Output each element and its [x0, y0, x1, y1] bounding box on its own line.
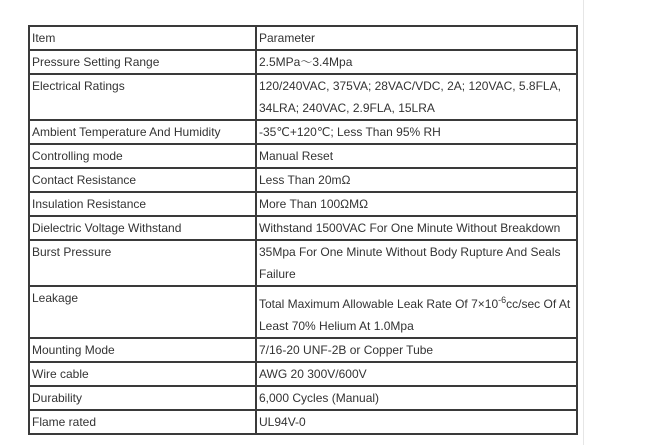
row-value: Withstand 1500VAC For One Minute Without Breakdown	[256, 216, 577, 240]
table-row	[29, 74, 577, 120]
table-row	[29, 362, 577, 386]
row-label: Durability	[29, 386, 256, 410]
row-label: Insulation Resistance	[29, 192, 256, 216]
row-value	[256, 286, 577, 338]
table-row	[29, 338, 577, 362]
row-label: Contact Resistance	[29, 168, 256, 192]
row-value: 120/240VAC, 375VA; 28VAC/VDC, 2A; 120VAC, 5.8FLA, 34LRA; 240VAC, 2.9FLA, 15LRA	[256, 74, 577, 120]
table-row	[29, 240, 577, 286]
spec-table	[28, 25, 578, 435]
table-row	[29, 50, 577, 74]
row-label: Burst Pressure	[29, 240, 256, 286]
leak-exponent: -6	[498, 295, 507, 305]
row-value: -35℃+120℃; Less Than 95% RH	[256, 120, 577, 144]
table-row	[29, 144, 577, 168]
row-value: Less Than 20mΩ	[256, 168, 577, 192]
table-row	[29, 120, 577, 144]
row-label: Leakage	[29, 286, 256, 338]
row-value: Manual Reset	[256, 144, 577, 168]
table-row	[29, 192, 577, 216]
row-value: 35Mpa For One Minute Without Body Rupture And Seals Failure	[256, 240, 577, 286]
table-row	[29, 168, 577, 192]
table-row	[29, 410, 577, 434]
row-label: Mounting Mode	[29, 338, 256, 362]
table-row	[29, 386, 577, 410]
side-margin	[584, 0, 653, 445]
row-label: Electrical Ratings	[29, 74, 256, 120]
header-parameter: Parameter	[256, 26, 577, 50]
row-label: Wire cable	[29, 362, 256, 386]
row-label: Ambient Temperature And Humidity	[29, 120, 256, 144]
row-value: 6,000 Cycles (Manual)	[256, 386, 577, 410]
table-row	[29, 286, 577, 338]
header-item: Item	[29, 26, 256, 50]
row-value: 2.5MPa～3.4Mpa	[256, 50, 577, 74]
row-label: Flame rated	[29, 410, 256, 434]
table-row	[29, 216, 577, 240]
row-label: Controlling mode	[29, 144, 256, 168]
leak-text-start: Total Maximum Allowable Leak Rate Of 7×10	[259, 297, 499, 311]
row-label: Dielectric Voltage Withstand	[29, 216, 256, 240]
table-header-row	[29, 26, 577, 50]
row-value: More Than 100ΩMΩ	[256, 192, 577, 216]
row-label: Pressure Setting Range	[29, 50, 256, 74]
leak-text-end: cc/sec Of At Least 70% Helium At 1.0Mpa	[259, 297, 571, 333]
row-value: AWG 20 300V/600V	[256, 362, 577, 386]
row-value: 7/16-20 UNF-2B or Copper Tube	[256, 338, 577, 362]
row-value: UL94V-0	[256, 410, 577, 434]
